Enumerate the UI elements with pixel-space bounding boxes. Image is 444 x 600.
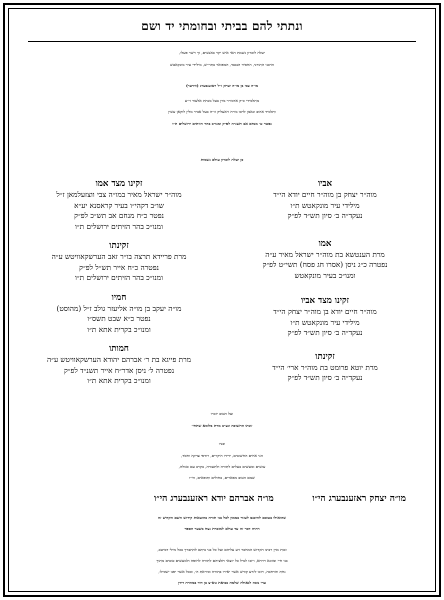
- relative-line: נפטרה כ״ח אייר תש״ל לפ״ק: [79, 262, 159, 272]
- relative-line: מוה״ר חיים יודא בן מוה״ר יצחק הי״ד: [273, 307, 377, 316]
- children-heading: ובניו: [218, 441, 226, 446]
- deceased-name: מו״ה צבי בן מו״ה יצחק ז״ל ראזענבערג (ווידער): [185, 83, 259, 88]
- relative-heading: זקינו מצד אביו: [300, 296, 350, 306]
- relative-block: [26, 343, 212, 387]
- closing-line: בני חיי ומזונא רויחא, ויזכו לגדל כל יוצאי חלציהם לתורה לחופה ולמעשים טובים מתוך: [156, 558, 288, 563]
- relative-line: ומנו״כ בהר הזיתים ירושלים ת״ו: [75, 273, 163, 282]
- relative-line: מרת הענטשא בת מוה״ר ישראל מאיר ע״ה: [265, 249, 385, 259]
- souls-heading: כן יעלה לזכרון עולם נשמות: [200, 157, 244, 162]
- relative-line: מילידי עיר מונקאטש ת״ו: [290, 200, 360, 210]
- relative-line: מילידי עיר מונקאטש ת״ו: [290, 317, 360, 327]
- deceased-detail-1: מתלמידי כ״ק אדמו״ר מרן בעל מנחת אלעזר זי״ע: [184, 98, 260, 103]
- closing-line: זכות מרן רבינו הקדוש המחבר זיע עליהם ועל כל בני ביתם להתברך בכל מילי דמיטב,: [157, 547, 287, 552]
- relative-block: [232, 238, 418, 282]
- children-line: עושים ומעשים בעלים לתורה ולתעודה, בקרב עם סגולה,: [178, 464, 266, 469]
- relative-line: נפטרה כ״ג ניסן (אסרו חג פסח) תשי״ט לפ״ק: [262, 260, 388, 269]
- relative-line: נפטר כ״ח מנחם אב תש״כ לפ״ק: [74, 211, 164, 220]
- title-divider: [28, 41, 416, 42]
- relative-line: מו״ה יעקב בן מו״ה אליעזר גולב ז״ל (מהוסט): [56, 303, 182, 313]
- intro-line-1: יעלה לזכרון נשמת האי איש יקר באנשים, זך וישר פעלו,: [179, 50, 265, 55]
- closing-line: נחת והרחבה, ויזכו לזרע קודש אשר יאירו בתורה וביראת ה׳, ובכל אשר יפנו ישכילו,: [158, 569, 286, 574]
- relative-heading: אביו: [317, 179, 333, 189]
- son-name: מו״ה אברהם יודא ראזענבערג הי״ו: [154, 494, 274, 504]
- relative-heading: זקינתו: [109, 241, 129, 251]
- closing-line: עדי נזכה לגאולה שלמה בביאת גוא״צ בן דוד במהרה דידן: [178, 580, 266, 585]
- relative-line: נעקד״ה ב׳ סיון תש״ד לפ״ק: [287, 328, 363, 337]
- sons-row: [14, 493, 430, 507]
- relative-line: ומנו״כ בעיר מונקאטש: [294, 270, 356, 280]
- relative-line: ומנו״כ בקרית אתא ת״ו: [87, 324, 151, 334]
- relative-line: ומנו״כ בהר הזיתים ירושלים ת״ו: [75, 221, 163, 231]
- relative-line: מוה״ר ישראל מאיר במו״ה צבי ווצזעלמאן ז״ל: [56, 190, 182, 199]
- relative-line: מרת פריידא תרצה בו״ר זאב הערשקאוויטש ע״ה: [51, 252, 187, 261]
- relative-heading: חמיו: [111, 292, 127, 303]
- relative-line: ומנו״כ בקרית אתא ת״ו: [87, 376, 151, 385]
- relative-line: מוה״ר יצחק בן מוה״ר חיים יודא הי״ד: [273, 190, 377, 199]
- relative-line: נעקד״ה ב׳ סיון תש״ד לפ״ק: [287, 211, 363, 220]
- relative-heading: חמותו: [109, 344, 129, 354]
- deceased-detail-3: נפטר ט׳ מנחם אב תשנ״ה לפ״ק ומנו״כ בהר הזיתים ירושלים ת״ו: [172, 121, 272, 126]
- relative-block: [232, 295, 418, 339]
- wife-line: זוגתו החשובה ונצ״ב מרת בלומא שתחי׳: [191, 423, 253, 428]
- wife-heading: ועל הטוב יזכרו: [210, 411, 234, 416]
- relative-line: נעקד״ה ב׳ סיון תש״ד לפ״ק: [287, 373, 363, 382]
- relative-line: נפטרה ל׳ ניסן אדר״ח אייר תשנ״ד לפ״ק: [63, 365, 175, 375]
- dedication-line: ויהיה דבר זה עד עולם למזכרת נצח בשער הספר: [184, 526, 260, 531]
- relative-heading: אמו: [318, 238, 332, 249]
- right-column: [232, 178, 418, 392]
- relative-heading: זקינו מצד אמו: [95, 179, 143, 189]
- relative-block: [26, 292, 212, 336]
- relative-block: [232, 351, 418, 384]
- relative-line: מרת יוטא פרומט בת מוה״ר ארי׳ הי״ד: [272, 362, 378, 372]
- left-column: [26, 178, 212, 395]
- children-line: שמם הטוב מפארים, בחולים ותופאים, הי״ו: [189, 475, 255, 480]
- son-name: מו״ה יצחק ראזענבערג הי״ו: [312, 494, 406, 504]
- intro-line-2: הרבני התורני, החסיד הנכבד, המפואר בתוי״ש, מילידי עיר מונקאטש: [170, 62, 274, 67]
- relative-line: מרת פייגא בת ר׳ אברהם יהודא הערשקאוויטש ע״ה: [46, 355, 192, 364]
- relative-block: [26, 240, 212, 284]
- relative-block: [26, 178, 212, 232]
- children-line: הני אחים החשובים, ידידו היקרים, רודפי צדקה וחסד,: [181, 453, 263, 458]
- relative-heading: זקינתו: [315, 351, 335, 362]
- relative-block: [232, 178, 418, 222]
- deceased-detail-2: ותלמיד אהוב ונאמן לרבו מו״ה זיאעליק זו״ה בעל אביר מלין לוקאן עשין: [168, 109, 276, 114]
- dedication-line: שהואילו בטובם להיכנס לעזור בממון לכל בני תורה בהוצאות קידוש השם הקדוש זה: [157, 515, 287, 520]
- page-title: ונתתי להם בביתי ובחומתי יד ושם: [141, 19, 303, 33]
- relative-line: נפטר כ״א שבט תשס״ו: [87, 314, 151, 323]
- relative-line: שו״ב דקהי״ו בעיר קראסנא יע״א: [74, 200, 164, 210]
